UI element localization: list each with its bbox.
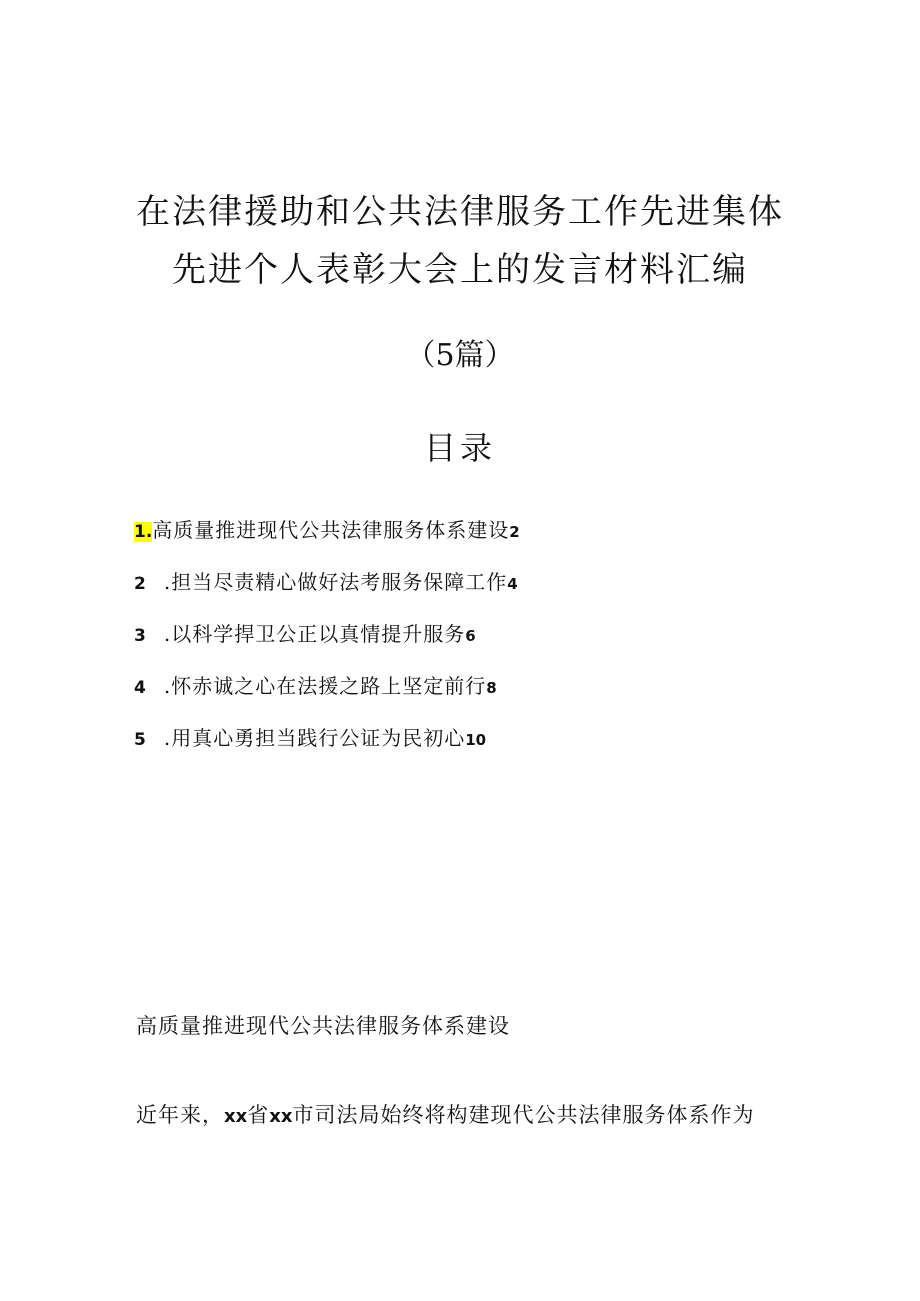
- toc-item-page: 8: [486, 679, 497, 697]
- toc-item-5[interactable]: [134, 720, 834, 772]
- toc-item-text: .以科学捍卫公正以真情提升服务: [163, 622, 466, 646]
- toc-item-number: 1.: [134, 522, 153, 542]
- toc-item-page: 4: [507, 575, 518, 593]
- toc-item-page: 10: [465, 731, 487, 749]
- toc-item-number: 5: [134, 730, 146, 750]
- paragraph-text: 近年来，: [136, 1103, 224, 1127]
- toc-item-3[interactable]: [134, 616, 834, 668]
- table-of-contents: [134, 512, 834, 772]
- toc-item-page: 2: [509, 523, 520, 541]
- toc-item-2[interactable]: [134, 564, 834, 616]
- toc-item-number: 4: [134, 678, 146, 698]
- toc-item-4[interactable]: [134, 668, 834, 720]
- toc-heading: 目录: [423, 429, 496, 467]
- toc-item-1[interactable]: [134, 512, 834, 564]
- body-paragraph: [136, 1098, 754, 1134]
- toc-item-number: 2: [134, 574, 146, 594]
- document-subtitle: （5篇）: [405, 338, 515, 373]
- toc-item-number: 3: [134, 626, 146, 646]
- toc-item-text: 高质量推进现代公共法律服务体系建设: [152, 518, 510, 542]
- toc-item-page: 6: [465, 627, 476, 645]
- placeholder-city: xx: [269, 1106, 293, 1127]
- document-title-line-1: 在法律援助和公共法律服务工作先进集体: [136, 192, 784, 232]
- document-title-line-2: 先进个人表彰大会上的发言材料汇编: [172, 250, 748, 290]
- toc-item-text: .怀赤诚之心在法援之路上坚定前行: [163, 674, 487, 698]
- toc-item-text: .担当尽责精心做好法考服务保障工作: [163, 570, 508, 594]
- placeholder-province: xx: [224, 1106, 248, 1127]
- toc-item-text: .用真心勇担当践行公证为民初心: [163, 726, 466, 750]
- paragraph-text: 省: [247, 1103, 270, 1127]
- paragraph-text: 市司法局始终将构建现代公共法律服务体系作为: [292, 1103, 755, 1127]
- section-title: 高质量推进现代公共法律服务体系建设: [136, 1014, 510, 1038]
